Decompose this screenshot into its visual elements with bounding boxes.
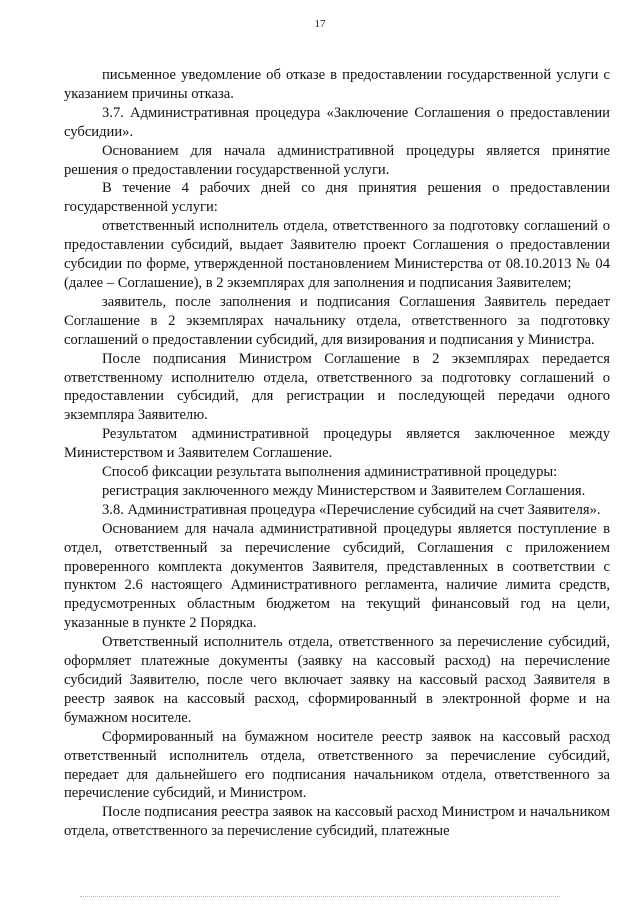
paragraph-3-7-basis: Основанием для начала административной процедуры является принятие решения о предоставлении государственной услуги. [64,142,610,178]
paragraph-refusal-notice: письменное уведомление об отказе в предоставлении государственной услуги с указанием причины отказа. [64,67,610,102]
paragraph-3-8-after-signing: После подписания реестра заявок на кассовый расход Министром и начальником отдела, ответственного за перечисление субсидий, платежные [64,804,610,840]
paragraph-3-7-registration: регистрация заключенного между Министерством и Заявителем Соглашения. [102,482,586,499]
paragraph-3-7-fixation-method: Способ фиксации результата выполнения административной процедуры: [102,464,558,481]
page-bottom-divider [80,896,560,897]
document-body [64,66,610,841]
paragraph-3-8-basis: Основанием для начала административной процедуры является поступление в отдел, ответственный за перечисление субсидий, Соглашения с приложением проверенного комплекта документов Заявителя, представленных в соответствии с пунктом 2.6 настоящего Административного регламента, наличие лимита средств, предусмотренных областным бюджетом на текущий финансовый год на цели, указанные в пункте 2 Порядка. [64,520,610,632]
page-number: 17 [314,18,326,30]
paragraph-3-7-heading: 3.7. Административная процедура «Заключение Соглашения о предоставлении субсидии». [64,104,610,140]
paragraph-3-7-result: Результатом административной процедуры является заключенное между Министерством и Заявителем Соглашение. [64,426,610,462]
paragraph-3-8-executor: Ответственный исполнитель отдела, ответственного за перечисление субсидий, оформляет платежные документы (заявку на кассовый расход) на перечисление субсидий Заявителю, после чего включает заявку на кассовый расход Заявителя в реестр заявок на кассовый расход, сформированный в электронной форме и на бумажном носителе. [64,634,610,726]
paragraph-3-7-executor: ответственный исполнитель отдела, ответственного за подготовку соглашений о предоставлении субсидий, выдает Заявителю проект Соглашения о предоставлении субсидии по форме, утвержденной постановлением Министерства от 08.10.2013 № 04 (далее – Соглашение), в 2 экземплярах для заполнения и подписания Заявителем; [64,218,610,291]
paragraph-3-7-applicant: заявитель, после заполнения и подписания Соглашения Заявитель передает Соглашение в 2 экземплярах начальнику отдела, ответственного за подготовку соглашений о предоставлении субсидий, для визирования и подписания у Министра. [64,293,610,348]
paragraph-3-8-registry: Сформированный на бумажном носителе реестр заявок на кассовый расход ответственный исполнитель отдела, ответственного за перечисление субсидий, передает для дальнейшего его подписания начальником отдела, ответственного за перечисление субсидий, и Министром. [64,728,610,802]
paragraph-3-7-after-signing: После подписания Министром Соглашение в 2 экземплярах передается ответственному исполнителю отдела, ответственного за подготовку соглашений о предоставлении субсидий, для регистрации и последующей передачи одного экземпляра Заявителю. [64,350,610,424]
paragraph-3-8-heading: 3.8. Административная процедура «Перечисление субсидий на счет Заявителя». [102,501,601,518]
paragraph-3-7-timeframe: В течение 4 рабочих дней со дня принятия решения о предоставлении государственной услуги: [64,180,610,216]
